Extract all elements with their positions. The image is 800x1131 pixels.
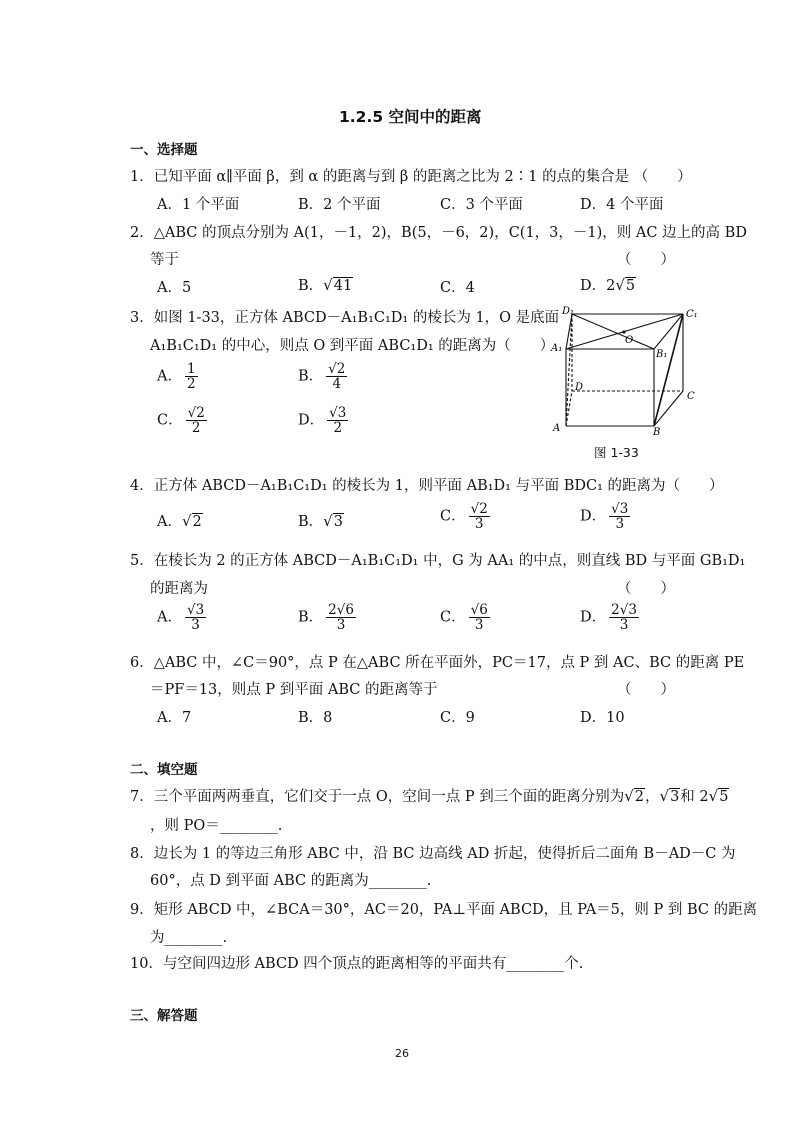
q5-option-d: D． $\frac{2√3}{3}$ [580, 602, 637, 634]
q3-option-c: C． $\frac{√2}{2}$ [157, 405, 205, 437]
q5-option-b: B． $\frac{2√6}{3}$ [298, 602, 354, 634]
q2-option-a: A．5 [157, 280, 192, 296]
q8-text: 8．边长为 1 的等边三角形 ABC 中，沿 BC 边高线 AD 折起，使得折后二面角 B－AD－C 为 [130, 846, 736, 862]
q3-text: 3．如图 1-33，正方体 ABCD－A₁B₁C₁D₁ 的棱长为 1，O 是底面 [130, 310, 560, 326]
page-number: 26 [395, 1047, 409, 1060]
point-o [622, 330, 625, 333]
q6-text-cont: ＝PF＝13，则点 P 到平面 ABC 的距离等于 [150, 682, 438, 698]
q6-text: 6．△ABC 中，∠C＝90°，点 P 在△ABC 所在平面外，PC＝17，点 P 到 AC、BC 的距离 PE [130, 655, 745, 671]
q10-text: 10．与空间四边形 ABCD 四个顶点的距离相等的平面共有________个. [130, 956, 584, 972]
q5-answer-paren: （ ） [617, 581, 675, 597]
q9-text: 9．矩形 ABCD 中，∠BCA＝30°，AC＝20，PA⊥平面 ABCD，且 PA＝5，则 P 到 BC 的距离 [130, 902, 758, 918]
q2-text-cont: 等于 [150, 252, 179, 268]
edge-d1a1 [566, 314, 572, 349]
q1-option-c: C．3 个平面 [440, 197, 523, 213]
q5-option-a: A． $\frac{√3}{3}$ [157, 602, 205, 634]
q5-text: 5．在棱长为 2 的正方体 ABCD－A₁B₁C₁D₁ 中，G 为 AA₁ 的中点，则直线 BD 与平面 GB₁D₁ [130, 553, 746, 569]
q6-answer-paren: （ ） [617, 682, 675, 698]
q1-text: 1．已知平面 α∥平面 β，到 α 的距离与到 β 的距离之比为 2∶1 的点的集合是 （ ） [130, 169, 692, 185]
section-heading-fill: 二、填空题 [130, 762, 198, 778]
cube-figure [548, 305, 708, 435]
q4-option-b: B．√3 [298, 512, 343, 530]
q2-answer-paren: （ ） [617, 252, 675, 268]
q6-option-b: B．8 [298, 710, 333, 726]
q7-text-cont: ，则 PO＝________. [150, 818, 283, 834]
q3-option-a: A． $\frac{1}{2}$ [157, 361, 196, 393]
figure-caption: 图 1-33 [594, 445, 639, 460]
q4-option-a: A．√2 [157, 512, 202, 530]
page-title: 1.2.5 空间中的距离 [339, 108, 482, 126]
label-d: D [575, 382, 584, 393]
q1-option-a: A．1 个平面 [157, 197, 240, 213]
label-b1: B₁ [656, 349, 668, 360]
q2-option-d: D．2√5 [580, 276, 636, 294]
label-d1: D₁ [562, 306, 575, 317]
section-heading-choice: 一、选择题 [130, 142, 198, 158]
q8-text-cont: 60°，点 D 到平面 ABC 的距离为________. [150, 873, 432, 889]
q3-option-d: D． $\frac{√3}{2}$ [298, 405, 347, 437]
q3-text-cont: A₁B₁C₁D₁ 的中心，则点 O 到平面 ABC₁D₁ 的距离为（ ） [150, 338, 555, 354]
q6-option-a: A．7 [157, 710, 192, 726]
label-b: B [653, 427, 661, 435]
q9-text-cont: 为________. [150, 930, 228, 946]
q5-option-c: C． $\frac{√6}{3}$ [440, 602, 488, 634]
label-c: C [687, 391, 695, 402]
section-heading-answer: 三、解答题 [130, 1008, 198, 1024]
q1-option-b: B．2 个平面 [298, 197, 381, 213]
q7-text: 7．三个平面两两垂直，它们交于一点 O，空间一点 P 到三个面的距离分别为√2，√3和 2√5 [130, 787, 729, 805]
label-a: A [553, 423, 561, 434]
label-c1: C₁ [686, 309, 698, 320]
q1-option-d: D．4 个平面 [580, 197, 664, 213]
q2-text: 2．△ABC 的顶点分别为 A(1，－1，2)，B(5，－6，2)，C(1，3，－1)，则 AC 边上的高 BD [130, 225, 747, 241]
q4-option-d: D． $\frac{√3}{3}$ [580, 501, 629, 533]
q4-text: 4．正方体 ABCD－A₁B₁C₁D₁ 的棱长为 1，则平面 AB₁D₁ 与平面 BDC₁ 的距离为（ ） [130, 478, 724, 494]
q6-option-c: C．9 [440, 710, 475, 726]
q4-option-c: C． $\frac{√2}{3}$ [440, 501, 488, 533]
q3-option-b: B． $\frac{√2}{4}$ [298, 361, 346, 393]
q5-text-cont: 的距离为 [150, 581, 208, 597]
q2-option-b: B．√41 [298, 276, 353, 294]
label-o: O [625, 335, 634, 346]
label-a1: A₁ [551, 343, 563, 354]
q6-option-d: D．10 [580, 710, 625, 726]
q2-option-c: C．4 [440, 280, 475, 296]
